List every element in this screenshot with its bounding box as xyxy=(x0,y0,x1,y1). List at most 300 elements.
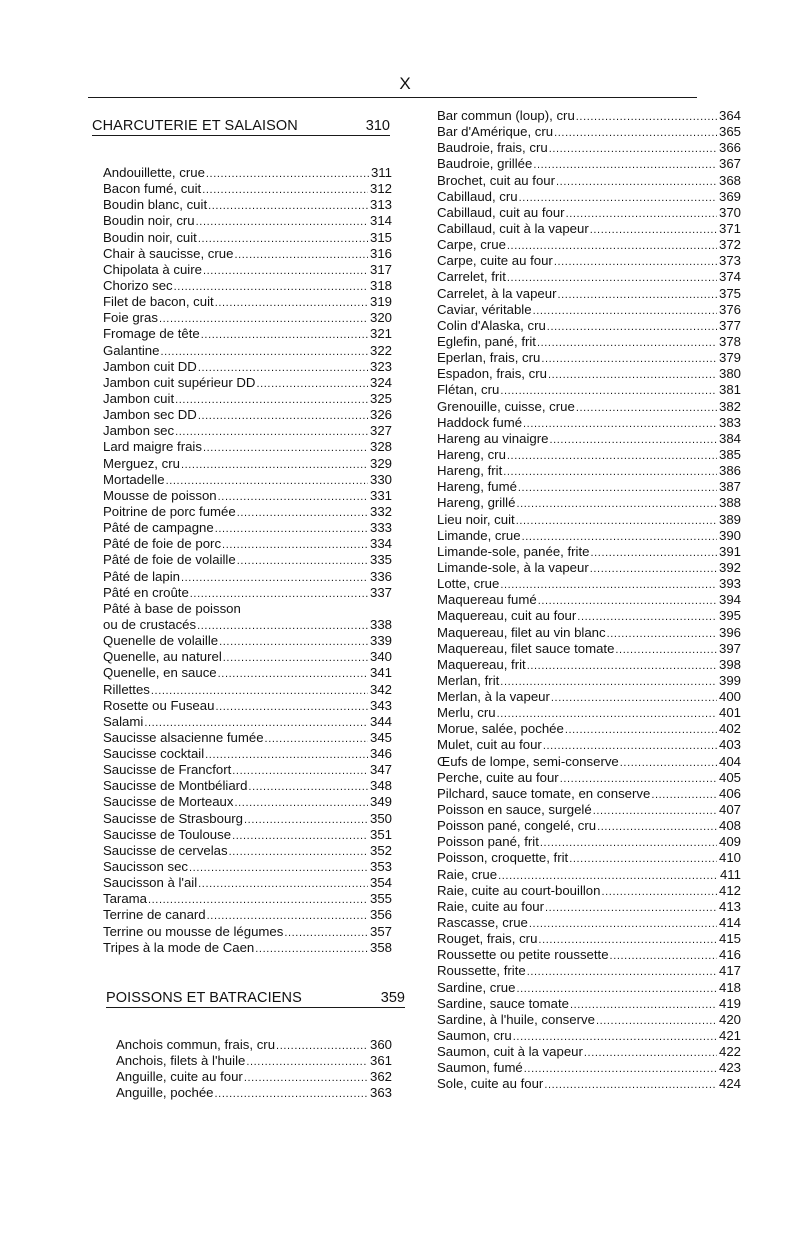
entry-label: Filet de bacon, cuit xyxy=(103,294,214,310)
dot-leader xyxy=(507,448,717,464)
entry-label: Poisson pané, frit xyxy=(437,834,539,850)
dot-leader xyxy=(205,747,368,763)
section-heading-poissons xyxy=(106,989,405,1008)
index-entry xyxy=(437,689,741,705)
index-entry xyxy=(103,262,392,278)
dot-leader xyxy=(513,1029,717,1045)
dot-leader xyxy=(174,279,368,295)
index-entry xyxy=(437,560,741,576)
index-entry xyxy=(103,794,392,810)
index-entry xyxy=(103,617,392,633)
index-entry xyxy=(103,649,392,665)
entry-page-number: 365 xyxy=(718,124,741,140)
dot-leader xyxy=(498,868,718,884)
dot-leader xyxy=(215,521,368,537)
dot-leader xyxy=(524,1061,717,1077)
entry-page-number: 418 xyxy=(718,979,741,995)
entry-label: Cabillaud, cuit au four xyxy=(437,204,565,220)
entry-page-number: 415 xyxy=(718,931,741,947)
dot-leader xyxy=(232,828,368,844)
entry-page-number: 374 xyxy=(718,269,741,285)
entry-label: Espadon, frais, cru xyxy=(437,366,547,382)
index-entry xyxy=(437,996,741,1012)
index-entry xyxy=(437,286,741,302)
entry-label: Poisson, croquette, frit xyxy=(437,850,569,866)
index-entry xyxy=(437,205,741,221)
section-heading-charcuterie xyxy=(92,117,390,136)
entry-label: Grenouille, cuisse, crue xyxy=(437,398,575,414)
index-entry xyxy=(116,1053,392,1069)
entry-page-number: 382 xyxy=(718,398,741,414)
dot-leader xyxy=(222,537,368,553)
index-entry xyxy=(437,1012,741,1028)
entry-page-number: 375 xyxy=(718,285,741,301)
entry-label: Anchois commun, frais, cru xyxy=(116,1036,276,1052)
index-entry xyxy=(437,947,741,963)
index-entry xyxy=(103,423,392,439)
entry-page-number: 337 xyxy=(369,584,392,600)
entry-label: Hareng, grillé xyxy=(437,495,516,511)
dot-leader xyxy=(215,699,368,715)
entry-label: Boudin noir, cuit xyxy=(103,229,197,245)
index-entry xyxy=(437,641,741,657)
entry-page-number: 424 xyxy=(718,1076,741,1092)
entry-label: Hareng au vinaigre xyxy=(437,430,549,446)
index-entry xyxy=(437,980,741,996)
entry-page-number: 408 xyxy=(718,818,741,834)
entry-page-number: 371 xyxy=(718,220,741,236)
dot-leader xyxy=(166,473,368,489)
entry-page-number: 343 xyxy=(369,697,392,713)
dot-leader xyxy=(175,424,368,440)
entry-page-number: 380 xyxy=(718,366,741,382)
entry-page-number: 373 xyxy=(718,253,741,269)
entry-page-number: 320 xyxy=(369,310,392,326)
entry-label: Maquereau fumé xyxy=(437,592,537,608)
entry-label: Lieu noir, cuit xyxy=(437,511,515,527)
index-entry xyxy=(116,1085,392,1101)
dot-leader xyxy=(597,819,717,835)
entry-label: Limande, crue xyxy=(437,527,521,543)
entry-page-number: 397 xyxy=(718,640,741,656)
index-entry xyxy=(437,512,741,528)
dot-leader xyxy=(248,779,368,795)
entry-page-number: 398 xyxy=(718,656,741,672)
index-entry xyxy=(103,326,392,342)
dot-leader xyxy=(516,981,717,997)
entry-label: Carpe, crue xyxy=(437,237,506,253)
entry-page-number: 361 xyxy=(369,1053,392,1069)
entry-page-number: 396 xyxy=(718,624,741,640)
entry-label: Saucisson sec xyxy=(103,859,189,875)
entry-label: Cabillaud, cuit à la vapeur xyxy=(437,220,589,236)
index-entry xyxy=(103,714,392,730)
entry-page-number: 340 xyxy=(369,649,392,665)
entry-page-number: 334 xyxy=(369,536,392,552)
index-entry xyxy=(103,213,392,229)
index-entry xyxy=(437,576,741,592)
entry-page-number: 351 xyxy=(369,826,392,842)
index-entry xyxy=(103,165,392,181)
index-entry xyxy=(103,536,392,552)
entry-page-number: 338 xyxy=(369,616,392,632)
index-entry xyxy=(103,343,392,359)
entry-page-number: 325 xyxy=(369,390,392,406)
index-entry xyxy=(437,1076,741,1092)
index-entry xyxy=(437,931,741,947)
entry-label: Pâté de lapin xyxy=(103,568,180,584)
index-entry xyxy=(437,1060,741,1076)
index-entry xyxy=(103,456,392,472)
dot-leader xyxy=(244,812,368,828)
entry-page-number: 357 xyxy=(369,923,392,939)
dot-leader xyxy=(151,683,368,699)
index-entry xyxy=(103,682,392,698)
dot-leader xyxy=(566,206,717,222)
entry-page-number: 419 xyxy=(718,995,741,1011)
entry-page-number: 358 xyxy=(369,939,392,955)
poissons-continued-entries xyxy=(437,108,741,1093)
entry-page-number: 401 xyxy=(718,705,741,721)
dot-leader xyxy=(516,513,717,529)
index-entry xyxy=(437,657,741,673)
index-entry xyxy=(116,1037,392,1053)
entry-label: Rouget, frais, cru xyxy=(437,931,538,947)
index-entry xyxy=(103,375,392,391)
entry-page-number: 403 xyxy=(718,737,741,753)
entry-label: Sardine, sauce tomate xyxy=(437,995,569,1011)
dot-leader xyxy=(538,932,717,948)
dot-leader xyxy=(198,408,368,424)
entry-page-number: 412 xyxy=(718,882,741,898)
index-entry xyxy=(437,721,741,737)
index-entry xyxy=(103,811,392,827)
index-entry xyxy=(103,294,392,310)
index-entry xyxy=(437,173,741,189)
entry-page-number: 369 xyxy=(718,188,741,204)
entry-page-number: 332 xyxy=(369,503,392,519)
entry-label: Mortadelle xyxy=(103,471,165,487)
dot-leader xyxy=(203,263,368,279)
dot-leader xyxy=(218,489,368,505)
dot-leader xyxy=(548,367,717,383)
entry-page-number: 350 xyxy=(369,810,392,826)
dot-leader xyxy=(160,344,368,360)
dot-leader xyxy=(265,731,368,747)
index-entry xyxy=(103,552,392,568)
dot-leader xyxy=(529,916,717,932)
dot-leader xyxy=(237,505,368,521)
entry-page-number: 314 xyxy=(369,213,392,229)
entry-label: Colin d'Alaska, cru xyxy=(437,317,546,333)
entry-label: Roussette ou petite roussette xyxy=(437,947,609,963)
entry-page-number: 366 xyxy=(718,140,741,156)
dot-leader xyxy=(522,529,717,545)
dot-leader xyxy=(540,835,717,851)
entry-label: Bar d'Amérique, cru xyxy=(437,124,554,140)
index-entry xyxy=(103,843,392,859)
index-entry xyxy=(437,850,741,866)
dot-leader xyxy=(503,464,717,480)
dot-leader xyxy=(208,198,368,214)
index-entry xyxy=(103,762,392,778)
entry-page-number: 367 xyxy=(718,156,741,172)
entry-label: Brochet, cuit au four xyxy=(437,172,556,188)
entry-label: Terrine de canard xyxy=(103,907,206,923)
dot-leader xyxy=(584,1045,717,1061)
entry-label: Fromage de tête xyxy=(103,326,200,342)
index-entry xyxy=(437,366,741,382)
dot-leader xyxy=(549,432,717,448)
dot-leader xyxy=(569,851,717,867)
dot-leader xyxy=(549,141,717,157)
entry-page-number: 324 xyxy=(369,374,392,390)
entry-label: Quenelle, au naturel xyxy=(103,649,222,665)
entry-page-number: 331 xyxy=(369,487,392,503)
entry-page-number: 353 xyxy=(369,859,392,875)
entry-label: Bacon fumé, cuit xyxy=(103,181,202,197)
dot-leader xyxy=(607,626,717,642)
entry-page-number: 354 xyxy=(369,875,392,891)
entry-label: Anguille, pochée xyxy=(116,1085,214,1101)
dot-leader xyxy=(196,214,368,230)
entry-label: Terrine ou mousse de légumes xyxy=(103,923,284,939)
dot-leader xyxy=(202,182,368,198)
dot-leader xyxy=(201,327,368,343)
dot-leader xyxy=(207,908,368,924)
entry-label: Maquereau, cuit au four xyxy=(437,608,577,624)
index-entry xyxy=(103,488,392,504)
entry-label: Rosette ou Fuseau xyxy=(103,697,215,713)
index-entry xyxy=(103,778,392,794)
entry-label: Saucisse de Francfort xyxy=(103,762,232,778)
dot-leader xyxy=(181,570,368,586)
entry-label: Maquereau, frit xyxy=(437,656,526,672)
entry-label: Anchois, filets à l'huile xyxy=(116,1053,246,1069)
entry-page-number: 349 xyxy=(369,794,392,810)
entry-label: Boudin noir, cru xyxy=(103,213,195,229)
dot-leader xyxy=(219,634,368,650)
entry-label: Rascasse, crue xyxy=(437,915,528,931)
entry-page-number: 385 xyxy=(718,446,741,462)
entry-label: Tripes à la mode de Caen xyxy=(103,939,255,955)
entry-label: Baudroie, grillée xyxy=(437,156,533,172)
dot-leader xyxy=(651,787,717,803)
dot-leader xyxy=(246,1054,368,1070)
index-entry xyxy=(103,891,392,907)
index-entry xyxy=(103,407,392,423)
entry-label: Œufs de lompe, semi-conserve xyxy=(437,753,619,769)
entry-page-number: 377 xyxy=(718,317,741,333)
entry-page-number: 378 xyxy=(718,333,741,349)
index-entry xyxy=(437,544,741,560)
entry-label: Saumon, cru xyxy=(437,1028,512,1044)
entry-label: Haddock fumé xyxy=(437,414,523,430)
dot-leader xyxy=(601,884,717,900)
entry-label: Baudroie, frais, cru xyxy=(437,140,548,156)
dot-leader xyxy=(620,755,717,771)
dot-leader xyxy=(557,287,717,303)
dot-leader xyxy=(590,561,717,577)
entry-page-number: 421 xyxy=(718,1028,741,1044)
entry-page-number: 362 xyxy=(369,1069,392,1085)
index-entry xyxy=(437,867,741,883)
entry-page-number: 405 xyxy=(718,769,741,785)
entry-page-number: 317 xyxy=(369,261,392,277)
dot-leader xyxy=(554,125,717,141)
dot-leader xyxy=(500,383,717,399)
dot-leader xyxy=(538,593,717,609)
index-entry xyxy=(437,495,741,511)
entry-label: Saumon, cuit à la vapeur xyxy=(437,1044,583,1060)
dot-leader xyxy=(543,738,717,754)
index-entry xyxy=(437,770,741,786)
entry-page-number: 414 xyxy=(718,915,741,931)
entry-page-number: 422 xyxy=(718,1044,741,1060)
dot-leader xyxy=(537,335,717,351)
index-entry xyxy=(437,625,741,641)
entry-page-number: 383 xyxy=(718,414,741,430)
index-entry xyxy=(103,197,392,213)
entry-label: Jambon sec DD xyxy=(103,407,197,423)
entry-label: Tarama xyxy=(103,891,147,907)
dot-leader xyxy=(527,658,717,674)
index-entry xyxy=(437,528,741,544)
entry-page-number: 399 xyxy=(718,672,741,688)
dot-leader xyxy=(576,109,717,125)
dot-leader xyxy=(541,351,717,367)
entry-label: Hareng, frit xyxy=(437,463,503,479)
entry-label: Perche, cuite au four xyxy=(437,769,559,785)
index-entry xyxy=(437,592,741,608)
index-entry xyxy=(103,230,392,246)
entry-label: Raie, crue xyxy=(437,866,498,882)
index-entry xyxy=(103,730,392,746)
entry-page-number: 392 xyxy=(718,559,741,575)
dot-leader xyxy=(234,795,368,811)
entry-label: Mousse de poisson xyxy=(103,487,217,503)
dot-leader xyxy=(203,440,368,456)
index-entry xyxy=(103,569,392,585)
dot-leader xyxy=(284,925,368,941)
dot-leader xyxy=(593,803,717,819)
index-entry xyxy=(437,431,741,447)
index-entry xyxy=(103,924,392,940)
dot-leader xyxy=(544,1077,717,1093)
entry-label: Raie, cuite au court-bouillon xyxy=(437,882,601,898)
entry-page-number: 368 xyxy=(718,172,741,188)
entry-label: Hareng, cru xyxy=(437,446,506,462)
dot-leader xyxy=(190,586,368,602)
entry-label: Pâté à base de poisson xyxy=(103,600,241,616)
entry-label: Jambon cuit xyxy=(103,390,175,406)
entry-page-number: 386 xyxy=(718,463,741,479)
entry-page-number: 322 xyxy=(369,342,392,358)
entry-page-number: 364 xyxy=(718,108,741,123)
entry-page-number: 345 xyxy=(369,729,392,745)
dot-leader xyxy=(232,763,368,779)
entry-label: Anguille, cuite au four xyxy=(116,1069,243,1085)
entry-page-number: 393 xyxy=(718,576,741,592)
dot-leader xyxy=(198,360,368,376)
index-entry xyxy=(437,447,741,463)
index-entry xyxy=(437,399,741,415)
dot-leader xyxy=(189,860,368,876)
entry-label: Poisson en sauce, surgelé xyxy=(437,802,592,818)
entry-label: Eglefin, pané, frit xyxy=(437,333,536,349)
entry-label: Merlan, frit xyxy=(437,672,500,688)
index-entry xyxy=(103,859,392,875)
entry-page-number: 346 xyxy=(369,746,392,762)
entry-page-number: 411 xyxy=(719,866,741,882)
index-entry xyxy=(437,318,741,334)
index-entry xyxy=(103,520,392,536)
entry-label: Merlan, à la vapeur xyxy=(437,689,550,705)
index-entry xyxy=(103,504,392,520)
dot-leader xyxy=(516,496,717,512)
index-entry xyxy=(103,698,392,714)
index-entry xyxy=(437,883,741,899)
dot-leader xyxy=(276,1038,368,1054)
entry-label: Carpe, cuite au four xyxy=(437,253,553,269)
index-entry xyxy=(437,463,741,479)
entry-page-number: 360 xyxy=(369,1036,392,1052)
entry-page-number: 348 xyxy=(369,778,392,794)
index-entry xyxy=(437,302,741,318)
entry-label: Pâté de campagne xyxy=(103,520,214,536)
index-entry xyxy=(103,181,392,197)
dot-leader xyxy=(244,1070,368,1086)
entry-page-number: 387 xyxy=(718,479,741,495)
entry-page-number: 376 xyxy=(718,301,741,317)
entry-label: Quenelle de volaille xyxy=(103,633,219,649)
entry-label: Limande-sole, à la vapeur xyxy=(437,559,589,575)
section-title: CHARCUTERIE ET SALAISON xyxy=(92,118,298,134)
entry-page-number: 416 xyxy=(718,947,741,963)
index-entry xyxy=(103,601,392,617)
index-entry xyxy=(116,1069,392,1085)
dot-leader xyxy=(518,480,717,496)
index-entry xyxy=(437,915,741,931)
section-page-number: 310 xyxy=(365,118,390,134)
entry-label: Bar commun (loup), cru xyxy=(437,108,575,123)
entry-label: Jambon cuit DD xyxy=(103,358,197,374)
entry-label: Jambon cuit supérieur DD xyxy=(103,374,256,390)
dot-leader xyxy=(610,948,717,964)
index-entry xyxy=(437,108,741,124)
index-entry xyxy=(103,439,392,455)
entry-page-number: 333 xyxy=(369,520,392,536)
entry-label: Chorizo sec xyxy=(103,277,173,293)
entry-page-number: 388 xyxy=(718,495,741,511)
entry-label: Saucisse de cervelas xyxy=(103,842,228,858)
entry-page-number: 402 xyxy=(718,721,741,737)
entry-label: Mulet, cuit au four xyxy=(437,737,542,753)
entry-page-number: 315 xyxy=(369,229,392,245)
entry-label: Jambon sec xyxy=(103,423,175,439)
dot-leader xyxy=(523,416,717,432)
entry-label: Poitrine de porc fumée xyxy=(103,503,236,519)
index-entry xyxy=(103,278,392,294)
index-entry xyxy=(437,963,741,979)
dot-leader xyxy=(215,1086,368,1102)
entry-label: Flétan, cru xyxy=(437,382,500,398)
dot-leader xyxy=(551,690,717,706)
dot-leader xyxy=(497,706,717,722)
entry-label: Sardine, crue xyxy=(437,979,516,995)
index-entry xyxy=(437,334,741,350)
index-entry xyxy=(103,875,392,891)
